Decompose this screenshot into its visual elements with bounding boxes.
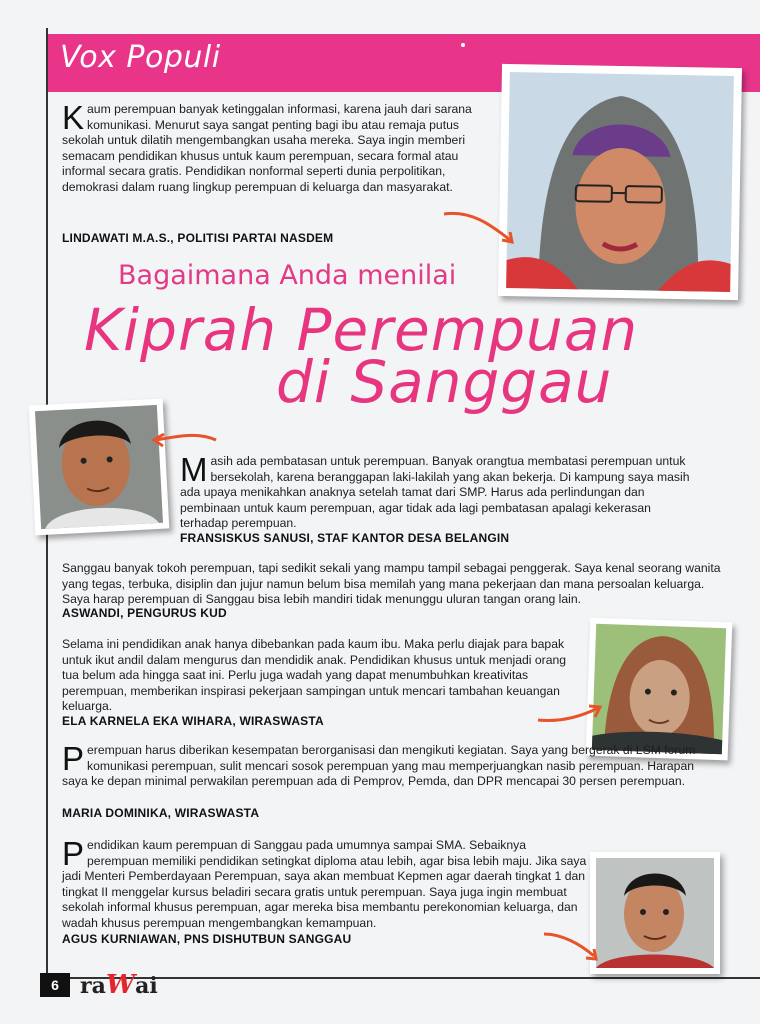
magazine-logo [80,970,158,1000]
quote-2-text: asih ada pembatasan untuk perempuan. Banyak orangtua membatasi perempuan untuk bersekolah, karena beranggapan laki-lakilah yang akan bekerja. Di kampung saya masih ada upaya menikahkan anaknya setelah tamat dari SMP. Harus ada perlindungan dan pembinaan untuk kaum perempuan, agar tidak ada lagi pembatasan apalagi kekerasan terhadap perempuan. [180,454,690,531]
quote-5 [62,740,722,790]
section-title: Vox Populi [60,40,221,75]
logo-part-2: ai [135,973,158,999]
quote-4 [62,637,584,715]
quote-4-text: Selama ini pendidikan anak hanya dibebankan pada kaum ibu. Maka perlu diajak para bapak untuk ikut andil dalam mengurus dan mendidik anak. Pendidikan khusus untuk menjadi orang tua belum ada hingga saat ini. Perlu juga wadah yang dapat menumbuhkan kreativitas perempuan, memberikan inspirasi pekerjaan sampingan untuk mencari tambahan keuangan keluarga. [62,637,567,714]
headline-line-1: Kiprah Perempuan [84,296,639,364]
logo-part-1: ra [80,973,106,999]
headline-line-2: di Sanggau [276,348,613,416]
quote-5-dropcap: P [62,740,85,777]
portrait-agus [590,852,720,974]
quote-3-text: Sanggau banyak tokoh perempuan, tapi sedikit sekali yang mampu tampil sebagai penggerak. Saya kenal seorang wanita yang tegas, terbuka, disiplin dan jujur namun belum bisa memilah yang mana pekerjaan dan mana persoalan keluarga. Saya harap perempuan di Sanggau bisa lebih mandiri tidak menunggu uluran tangan orang lain. [62,561,721,607]
quote-2 [180,451,700,532]
arrow-icon [440,206,520,250]
quote-3-byline: ASWANDI, PENGURUS KUD [62,606,227,620]
quote-2-byline: FRANSISKUS SANUSI, STAF KANTOR DESA BELANGIN [180,531,510,545]
portrait-fransiskus [29,399,170,536]
quote-5-text: erempuan harus diberikan kesempatan berorganisasi dan mengikuti kegiatan. Saya yang bergerak di LSM forum komunikasi perempuan, sulit mencari sosok perempuan yang mau memperjuangkan nasib perempuan. Harapan saya ke depan minimal perwakilan perempuan ada di Pemprov, Pemda, dan DPR mencapai 30 persen perempuan. [62,743,696,789]
quote-1-byline: LINDAWATI M.A.S., POLITISI PARTAI NASDEM [62,231,334,245]
arrow-icon [534,700,604,726]
quote-1-text: aum perempuan banyak ketinggalan informasi, karena jauh dari sarana komunikasi. Menurut saya sangat penting bagi ibu atau remaja putus sekolah untuk dilatih mengembangkan usaha mereka. Saya ingin memberi semacam pendidikan khusus untuk kaum perempuan, secara formal atau informal secara gratis. Pendidikan nonformal seperti dunia perpolitikan, demokrasi dalam ruang lingkup perempuan di keluarga dan masyarakat. [62,102,472,194]
quote-3 [62,561,722,608]
quote-6-text: endidikan kaum perempuan di Sanggau pada umumnya sampai SMA. Sebaiknya perempuan memiliki pendidikan setingkat diploma atau lebih, agar bisa lebih maju. Jika saya jadi Menteri Pemberdayaan Perempuan, saya akan membuat Kepmen agar daerah tingkat 1 dan tingkat II menggelar kursus beladiri secara gratis untuk perempuan. Saya juga ingin membuat sekolah informal khusus perempuan, agar mereka bisa membantu perekonomian keluarga, dan wadah khusus perempuan mengembangkan kemampuan. [62,838,587,930]
quote-1-dropcap: K [62,99,85,136]
arrow-icon [540,928,602,964]
decor-dot [461,43,465,47]
portrait-lindawati [498,64,742,300]
quote-2-dropcap: M [180,451,208,488]
quote-5-byline: MARIA DOMINIKA, WIRASWASTA [62,806,260,820]
quote-4-byline: ELA KARNELA EKA WIHARA, WIRASWASTA [62,714,324,728]
quote-1 [62,99,486,196]
portrait-ela [586,618,733,761]
logo-w: W [105,970,136,1000]
quote-6 [62,835,590,932]
headline-sub: Bagaimana Anda menilai [118,260,457,291]
arrow-icon [150,426,220,450]
quote-6-byline: AGUS KURNIAWAN, PNS DISHUTBUN SANGGAU [62,932,352,946]
page-number: 6 [40,973,70,997]
quote-6-dropcap: P [62,835,85,872]
